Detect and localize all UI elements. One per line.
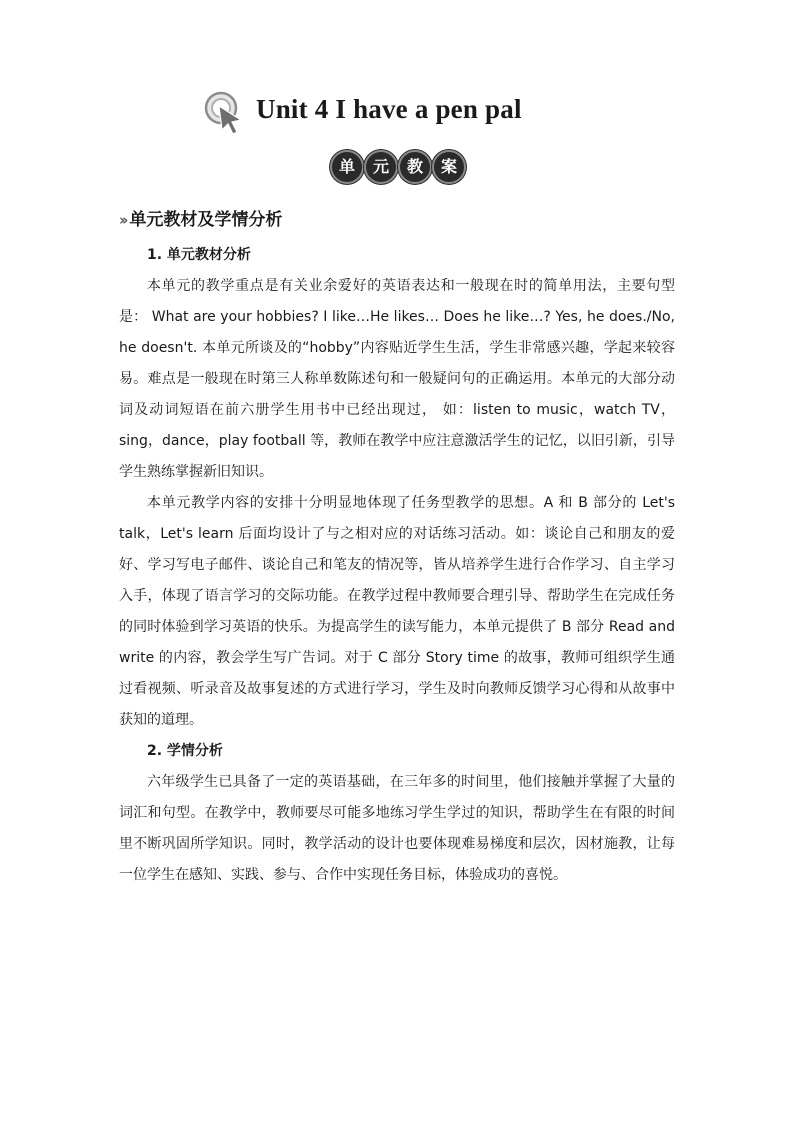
badge-char: 教 — [398, 150, 432, 184]
title-block — [0, 86, 794, 142]
section-heading-text: 单元教材及学情分析 — [129, 210, 283, 230]
body-content — [119, 240, 675, 891]
page-title: Unit 4 I have a pen pal — [256, 94, 522, 124]
badge-char: 单 — [330, 150, 364, 184]
badge-char: 元 — [364, 150, 398, 184]
magnifier-cursor-icon — [203, 90, 249, 136]
paragraph: 六年级学生已具备了一定的英语基础，在三年多的时间里，他们接触并掌握了大量的词汇和句型。在教学中，教师要尽可能多地练习学生学过的知识，帮助学生在有限的时间里不断巩固所学知识。同时，教学活动的设计也要体现难易梯度和层次，因材施教，让每一位学生在感知、实践、参与、合作中实现任务目标，体验成功的喜悦。 — [119, 774, 675, 883]
double-chevron-icon: ›› — [119, 211, 126, 229]
paragraph: 本单元的教学重点是有关业余爱好的英语表达和一般现在时的简单用法，主要句型是： What are your hobbies? I like…He likes… Does he like…? Yes, he does./No, he doesn't. 本单元所谈及的“hobby”内容贴近学生生活，学生非常感兴趣，学起来较容易。难点是一般现在时第三人称单数陈述句和一般疑问句的正确运用。本单元的大部分动词及动词短语在前六册学生用书中已经出现过， 如：listen to music，watch TV，sing，dance，play football 等，教师在教学中应注意激活学生的记忆，以旧引新，引导学生熟练掌握新旧知识。 — [119, 278, 675, 480]
subsection-heading: 1. 单元教材分析 — [147, 247, 251, 263]
unit-plan-badges — [330, 150, 466, 184]
subsection-heading: 2. 学情分析 — [147, 743, 223, 759]
paragraph: 本单元教学内容的安排十分明显地体现了任务型教学的思想。A 和 B 部分的 Let's talk，Let's learn 后面均设计了与之相对应的对话练习活动。如：谈论自己和朋友的爱好、学习写电子邮件、谈论自己和笔友的情况等，皆从培养学生进行合作学习、自主学习入手，体现了语言学习的交际功能。在教学过程中教师要合理引导、帮助学生在完成任务的同时体验到学习英语的快乐。为提高学生的读写能力，本单元提供了 B 部分 Read and write 的内容，教会学生写广告词。对于 C 部分 Story time 的故事，教师可组织学生通过看视频、听录音及故事复述的方式进行学习，学生及时向教师反馈学习心得和从故事中获知的道理。 — [119, 495, 675, 728]
badge-char: 案 — [432, 150, 466, 184]
section-heading — [119, 205, 282, 230]
